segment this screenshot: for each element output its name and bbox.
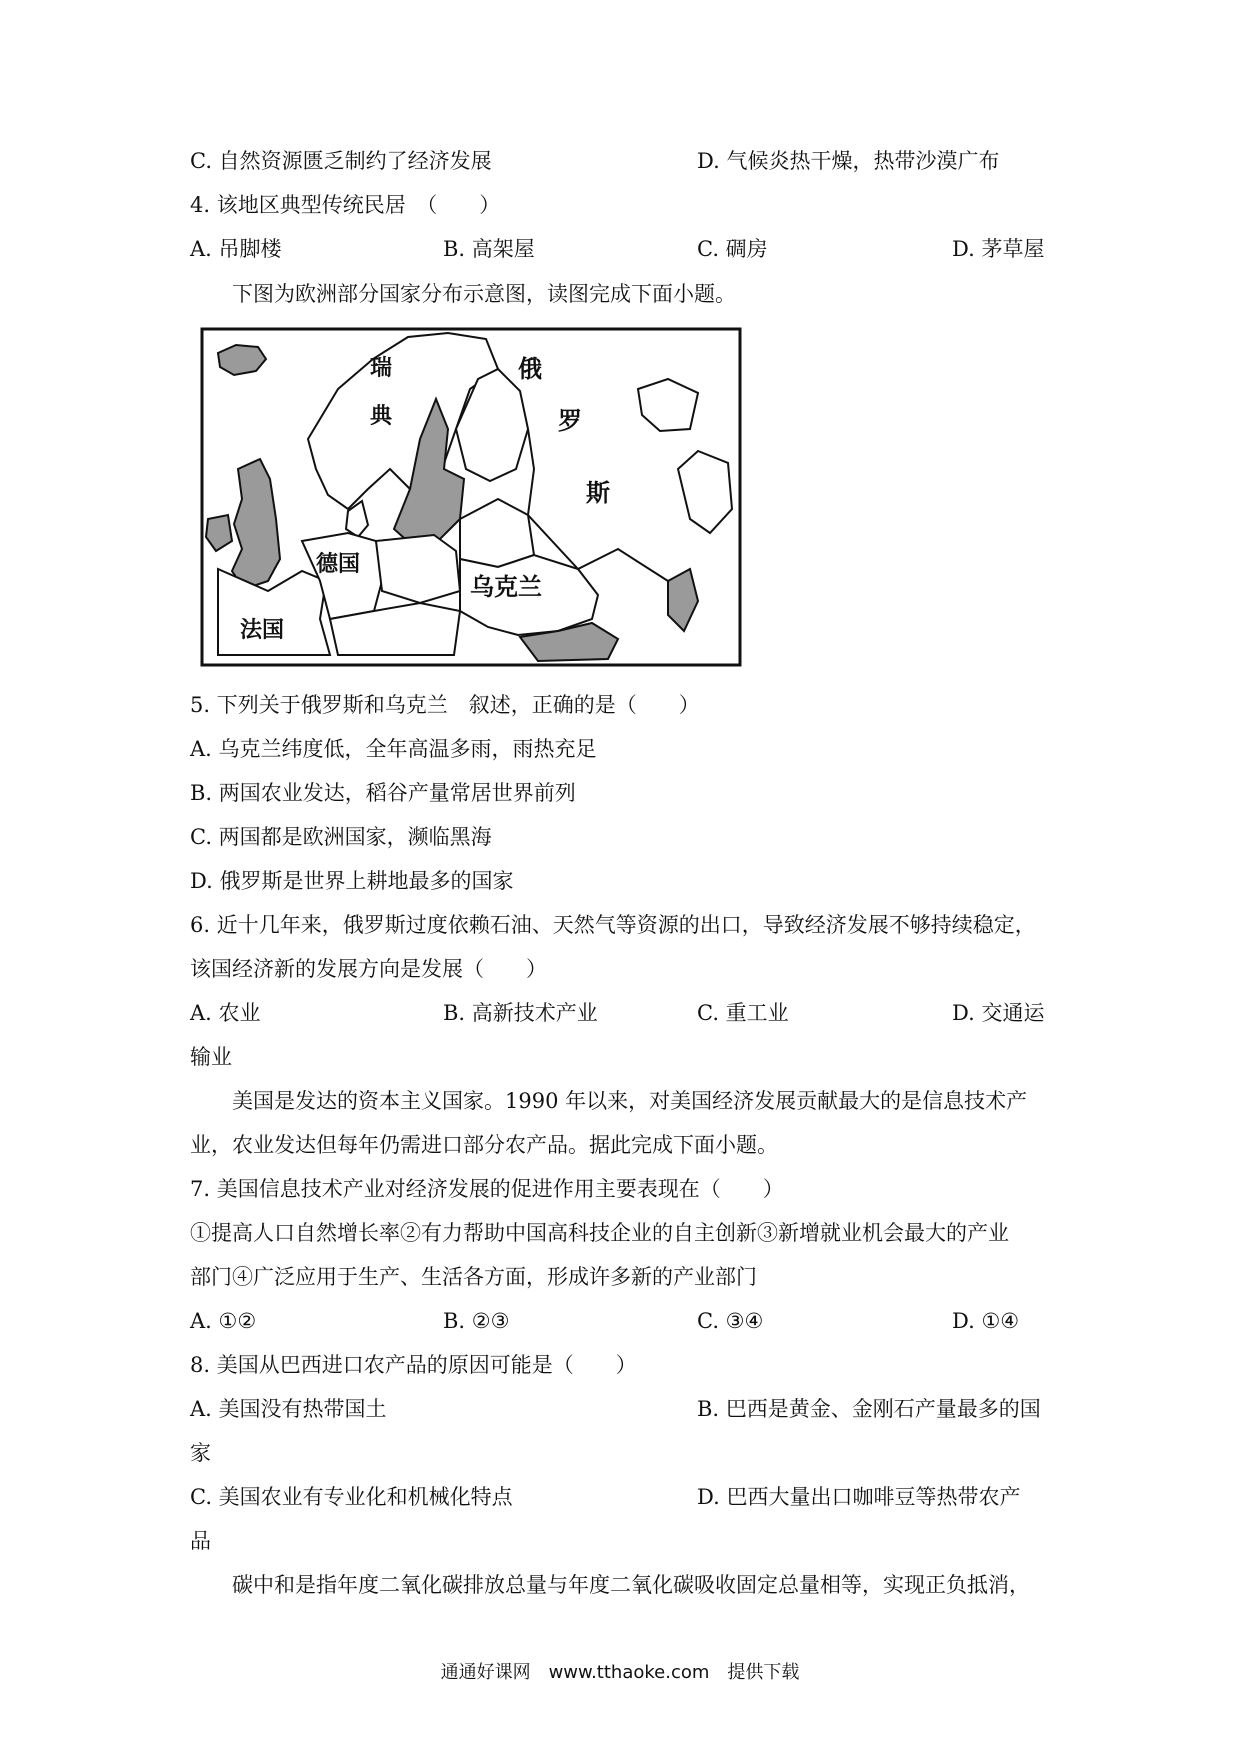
q8-option-d-wrap: 品	[190, 1529, 211, 1553]
q6-option-a: A. 农业	[190, 1001, 261, 1025]
q4-option-c: C. 碉房	[697, 237, 768, 261]
q6-stem-line1: 6. 近十几年来，俄罗斯过度依赖石油、天然气等资源的出口，导致经济发展不够持续稳定，	[190, 913, 1036, 937]
map-label-russia-1: 俄	[518, 354, 542, 383]
q7-option-d: D. ①④	[952, 1309, 1020, 1333]
map-label-russia-3: 斯	[586, 478, 610, 507]
europe-intro: 下图为欧洲部分国家分布示意图，读图完成下面小题。	[232, 282, 736, 306]
q8-option-c: C. 美国农业有专业化和机械化特点	[190, 1485, 513, 1509]
q8-stem: 8. 美国从巴西进口农产品的原因可能是（ ）	[190, 1353, 637, 1377]
q4-option-b: B. 高架屋	[443, 237, 535, 261]
q8-option-a: A. 美国没有热带国土	[190, 1397, 387, 1421]
europe-map	[198, 319, 746, 671]
q5-option-a: A. 乌克兰纬度低，全年高温多雨，雨热充足	[190, 737, 597, 761]
q6-option-d: D. 交通运	[952, 1001, 1045, 1025]
q6-stem-line2: 该国经济新的发展方向是发展（ ）	[190, 957, 547, 981]
q8-option-d: D. 巴西大量出口咖啡豆等热带农产	[697, 1485, 1021, 1509]
q5-option-d: D. 俄罗斯是世界上耕地最多的国家	[190, 869, 514, 893]
page-footer: 通通好课网 www.tthaoke.com 提供下载	[440, 1662, 800, 1683]
q6-option-d-wrap: 输业	[190, 1045, 232, 1069]
q4-option-a: A. 吊脚楼	[190, 237, 282, 261]
map-label-germany: 德国	[316, 551, 361, 577]
q6-option-c: C. 重工业	[697, 1001, 789, 1025]
q4-option-d: D. 茅草屋	[952, 237, 1045, 261]
carbon-intro: 碳中和是指年度二氧化碳排放总量与年度二氧化碳吸收固定总量相等，实现正负抵消，	[232, 1573, 1030, 1597]
q5-option-c: C. 两国都是欧洲国家，濒临黑海	[190, 825, 492, 849]
q7-items-line1: ①提高人口自然增长率②有力帮助中国高科技企业的自主创新③新增就业机会最大的产业	[190, 1221, 1009, 1245]
q3-option-d: D. 气候炎热干燥，热带沙漠广布	[697, 149, 1000, 173]
map-label-sweden-1: 瑞	[370, 355, 393, 381]
q7-option-b: B. ②③	[443, 1309, 510, 1333]
q3-option-c: C. 自然资源匮乏制约了经济发展	[190, 149, 492, 173]
q8-option-b-wrap: 家	[190, 1441, 211, 1465]
map-label-ukraine: 乌克兰	[470, 572, 542, 601]
q8-option-b: B. 巴西是黄金、金刚石产量最多的国	[697, 1397, 1041, 1421]
usa-intro-line2: 业，农业发达但每年仍需进口部分农产品。据此完成下面小题。	[190, 1133, 778, 1157]
q7-option-a: A. ①②	[190, 1309, 257, 1333]
map-label-sweden-2: 典	[370, 403, 393, 429]
q4-stem: 4. 该地区典型传统民居 （ ）	[190, 193, 501, 217]
q7-option-c: C. ③④	[697, 1309, 764, 1333]
map-label-france: 法国	[240, 617, 285, 643]
q7-items-line2: 部门④广泛应用于生产、生活各方面，形成许多新的产业部门	[190, 1265, 757, 1289]
map-label-russia-2: 罗	[558, 406, 582, 435]
q5-stem: 5. 下列关于俄罗斯和乌克兰 叙述，正确的是（ ）	[190, 693, 700, 717]
usa-intro-line1: 美国是发达的资本主义国家。1990 年以来，对美国经济发展贡献最大的是信息技术产	[232, 1089, 1028, 1113]
q6-option-b: B. 高新技术产业	[443, 1001, 598, 1025]
q7-stem: 7. 美国信息技术产业对经济发展的促进作用主要表现在（ ）	[190, 1177, 784, 1201]
q5-option-b: B. 两国农业发达，稻谷产量常居世界前列	[190, 781, 576, 805]
